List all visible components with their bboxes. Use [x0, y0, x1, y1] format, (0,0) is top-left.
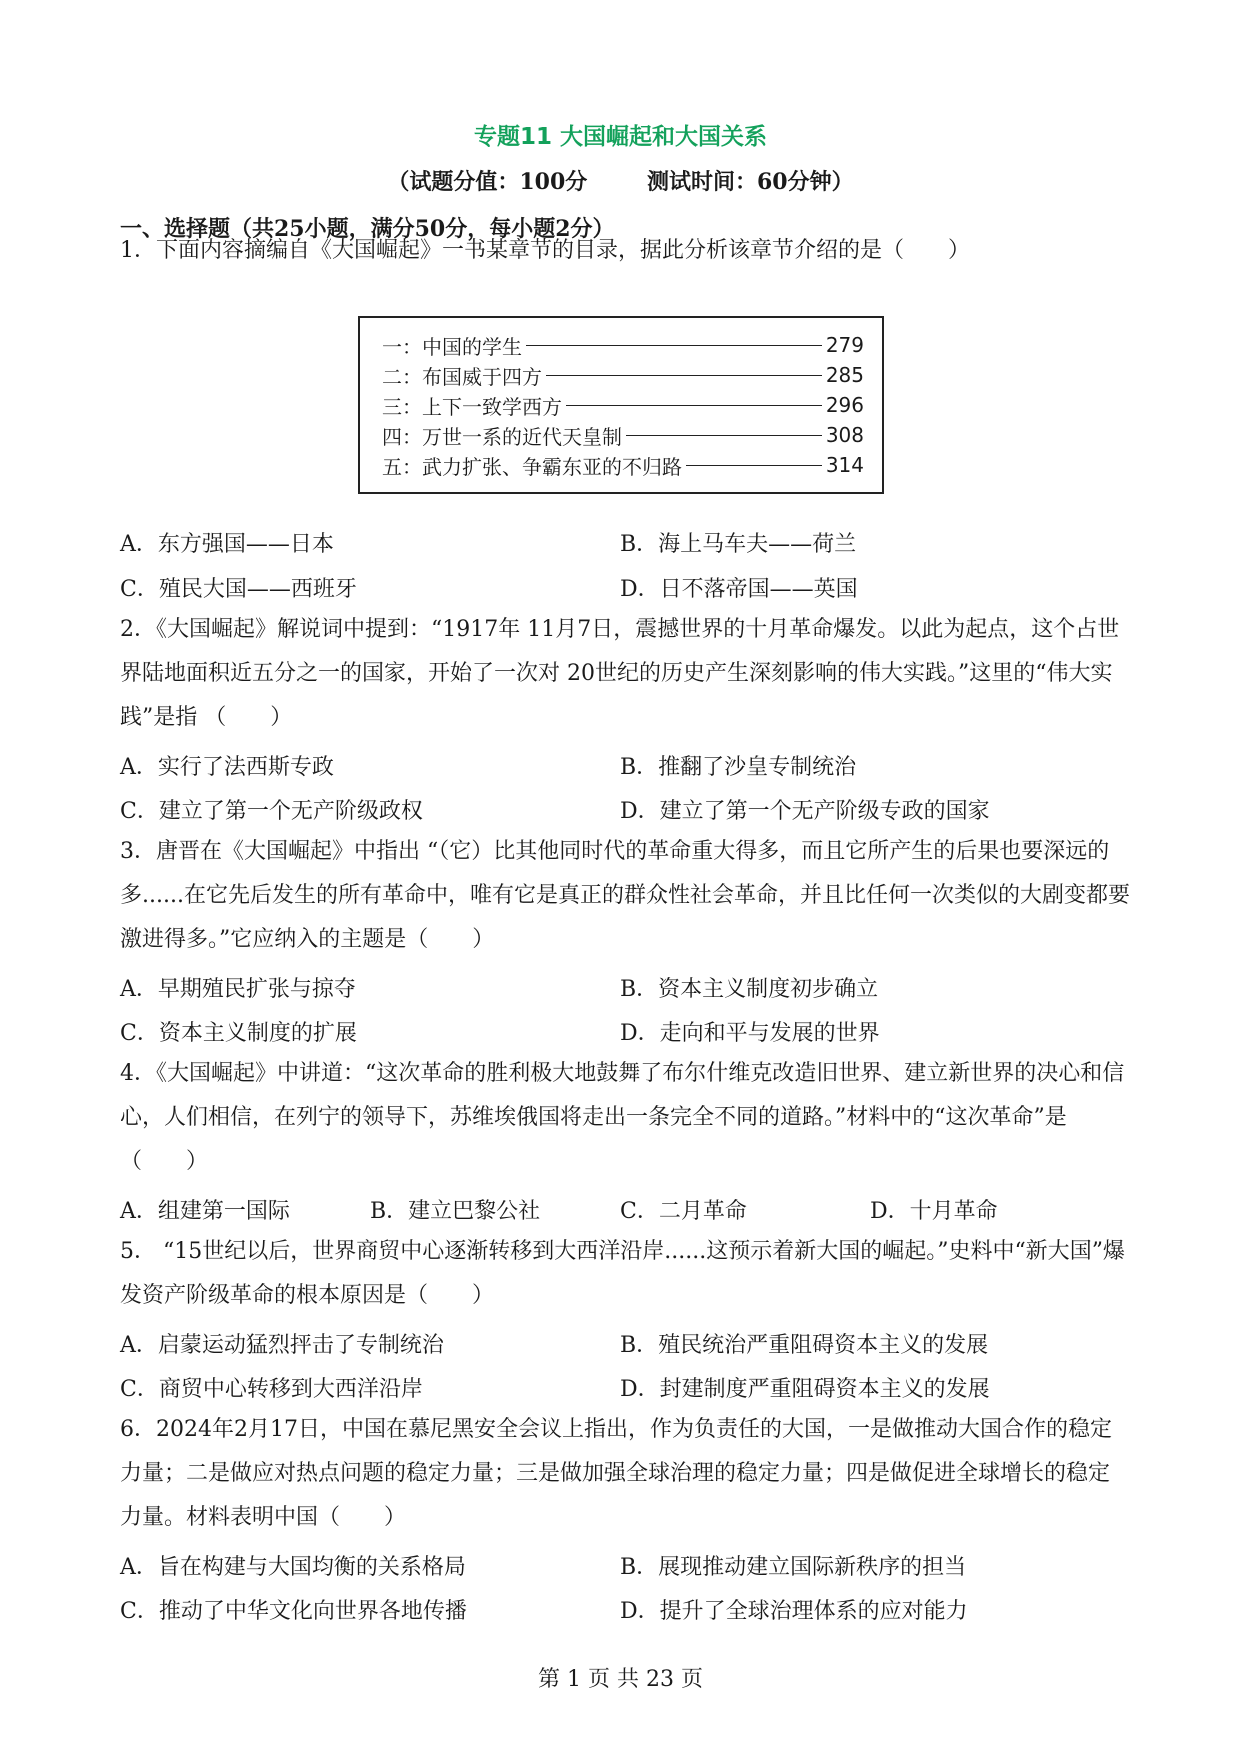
- question-3-stem: 3．唐晋在《大国崛起》中指出 “（它）比其他同时代的革命重大得多，而且它所产生的后果也要深远的多......在它先后发生的所有革命中，唯有它是真正的群众性社会革命，并且比任何一次类似的大剧变都要激进得多。”它应纳入的主题是（ ）: [120, 839, 1130, 952]
- question-6-stem: 6．2024年2月17日，中国在慕尼黑安全会议上指出，作为负责任的大国，一是做推动大国合作的稳定力量；二是做应对热点问题的稳定力量；三是做加强全球治理的稳定力量；四是做促进全球增长的稳定力量。材料表明中国（ ）: [120, 1417, 1112, 1530]
- toc-label: 五：武力扩张、争霸东亚的不归路: [382, 454, 682, 479]
- option-a: A．东方强国——日本: [120, 532, 334, 557]
- option-a: A．旨在构建与大国均衡的关系格局: [120, 1555, 466, 1580]
- toc-row: [382, 420, 864, 450]
- toc-leader-line: [686, 465, 822, 466]
- option-d: D．走向和平与发展的世界: [620, 1021, 880, 1046]
- option-a: A．组建第一国际: [120, 1199, 290, 1224]
- toc-leader-line: [526, 345, 822, 346]
- exam-info: [0, 165, 1241, 196]
- option-d: D．十月革命: [870, 1199, 998, 1224]
- question-4-stem: 4．《大国崛起》中讲道：“这次革命的胜利极大地鼓舞了布尔什维克改造旧世界、建立新世界的决心和信心，人们相信，在列宁的领导下，苏维埃俄国将走出一条完全不同的道路。”材料中的“这次革命”是（ ）: [120, 1061, 1125, 1174]
- toc-page: 279: [825, 333, 864, 357]
- page-title: 专题11 大国崛起和大国关系: [473, 124, 767, 150]
- exam-score: （试题分值：100分: [387, 169, 588, 195]
- section-heading: 一、选择题（共25小题，满分50分，每小题2分）: [120, 216, 615, 242]
- option-c: C．殖民大国——西班牙: [120, 577, 357, 602]
- question-2-stem: 2．《大国崛起》解说词中提到：“1917年 11月7日，震撼世界的十月革命爆发。以此为起点，这个占世界陆地面积近五分之一的国家，开始了一次对 20世纪的历史产生深刻影响的伟大实践。”这里的“伟大实践”是指 （ ）: [120, 617, 1120, 730]
- toc-label: 三：上下一致学西方: [382, 394, 562, 419]
- question-5-stem: 5． “15世纪以后，世界商贸中心逐渐转移到大西洋沿岸......这预示着新大国的崛起。”史料中“新大国”爆发资产阶级革命的根本原因是（ ）: [120, 1239, 1125, 1308]
- toc-row: [382, 360, 864, 390]
- toc-label: 一：中国的学生: [382, 334, 522, 359]
- toc-page: 285: [825, 363, 864, 387]
- option-c: C．商贸中心转移到大西洋沿岸: [120, 1377, 423, 1402]
- option-b: B．海上马车夫——荷兰: [620, 532, 857, 557]
- question-1-stem: 1．下面内容摘编自《大国崛起》一书某章节的目录，据此分析该章节介绍的是（ ）: [120, 238, 970, 263]
- option-c: C．建立了第一个无产阶级政权: [120, 799, 423, 824]
- option-b: B．建立巴黎公社: [370, 1199, 541, 1224]
- option-b: B．展现推动建立国际新秩序的担当: [620, 1555, 967, 1580]
- option-b: B．资本主义制度初步确立: [620, 977, 879, 1002]
- option-c: C．资本主义制度的扩展: [120, 1021, 357, 1046]
- toc-page: 308: [825, 423, 864, 447]
- exam-time: 测试时间：60分钟）: [646, 169, 854, 195]
- option-d: D．提升了全球治理体系的应对能力: [620, 1599, 968, 1624]
- toc-leader-line: [626, 435, 822, 436]
- option-d: D．封建制度严重阻碍资本主义的发展: [620, 1377, 990, 1402]
- toc-page: 296: [825, 393, 864, 417]
- toc-page: 314: [825, 453, 864, 477]
- toc-row: [382, 390, 864, 420]
- toc-box: [358, 316, 884, 494]
- toc-label: 四：万世一系的近代天皇制: [382, 424, 622, 449]
- toc-row: [382, 330, 864, 360]
- option-c: C．推动了中华文化向世界各地传播: [120, 1599, 467, 1624]
- toc-row: [382, 450, 864, 480]
- option-b: B．推翻了沙皇专制统治: [620, 755, 857, 780]
- toc-leader-line: [546, 375, 822, 376]
- option-b: B．殖民统治严重阻碍资本主义的发展: [620, 1333, 989, 1358]
- toc-leader-line: [566, 405, 822, 406]
- option-d: D．日不落帝国——英国: [620, 577, 858, 602]
- option-a: A．早期殖民扩张与掠夺: [120, 977, 356, 1002]
- option-a: A．实行了法西斯专政: [120, 755, 334, 780]
- option-d: D．建立了第一个无产阶级专政的国家: [620, 799, 990, 824]
- option-c: C．二月革命: [620, 1199, 747, 1224]
- page-footer: 第 1 页 共 23 页: [538, 1667, 703, 1692]
- toc-label: 二：布国威于四方: [382, 364, 542, 389]
- option-a: A．启蒙运动猛烈抨击了专制统治: [120, 1333, 444, 1358]
